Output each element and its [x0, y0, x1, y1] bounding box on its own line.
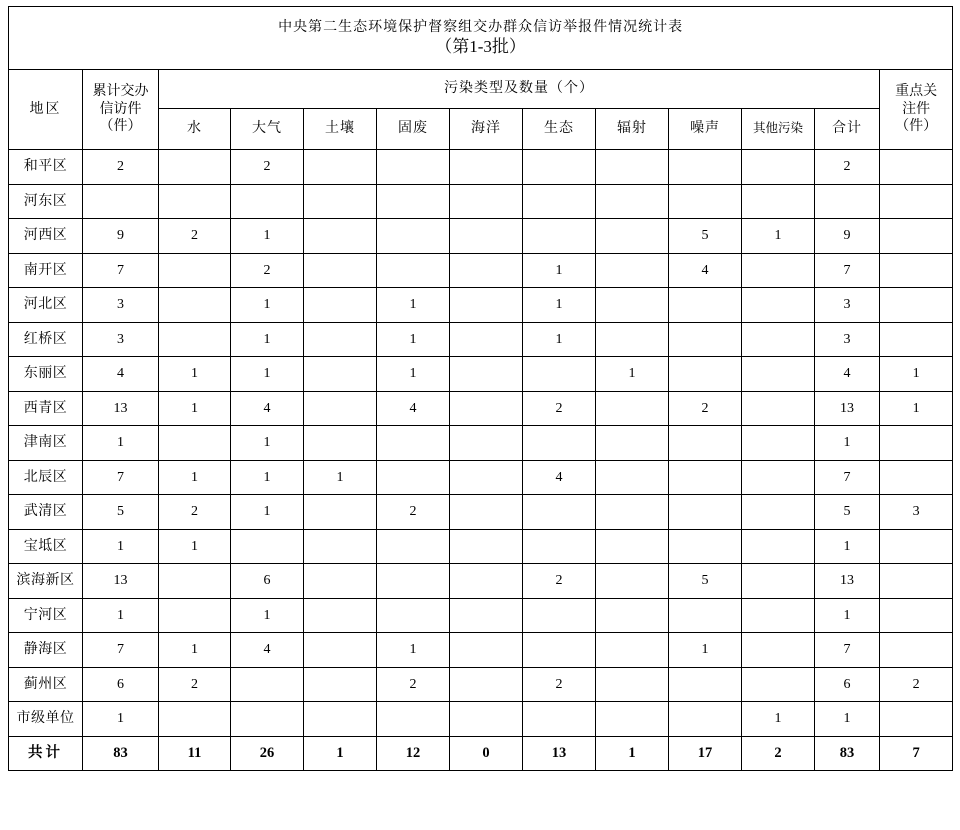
row-region: 滨海新区: [9, 564, 83, 599]
cell-ocean: [450, 598, 523, 633]
cell-other: 1: [742, 219, 815, 254]
cell-ocean: [450, 322, 523, 357]
table-row: [9, 598, 953, 633]
cell-key-attention: [880, 322, 953, 357]
header-type-soil: 土壤: [304, 109, 377, 150]
row-total: 3: [83, 322, 159, 357]
cell-radiation: [596, 391, 669, 426]
row-region: 市级单位: [9, 702, 83, 737]
cell-subtotal: 9: [815, 219, 880, 254]
total-cell-noise: 17: [669, 736, 742, 771]
cell-radiation: [596, 564, 669, 599]
cell-radiation: [596, 495, 669, 530]
header-total-visits-line-1: 累计交办: [92, 84, 149, 100]
cell-other: [742, 357, 815, 392]
total-cell-water: 11: [159, 736, 231, 771]
cell-subtotal: 3: [815, 322, 880, 357]
cell-subtotal: 7: [815, 253, 880, 288]
cell-noise: [669, 426, 742, 461]
header-type-ecology: 生态: [523, 109, 596, 150]
cell-noise: [669, 702, 742, 737]
cell-air: 2: [231, 253, 304, 288]
cell-water: [159, 184, 231, 219]
row-region: 静海区: [9, 633, 83, 668]
cell-other: [742, 150, 815, 185]
cell-soil: [304, 598, 377, 633]
cell-ecology: 1: [523, 253, 596, 288]
cell-water: [159, 426, 231, 461]
cell-soil: [304, 357, 377, 392]
cell-water: [159, 564, 231, 599]
header-total-visits-line-3: （件）: [99, 119, 142, 135]
cell-air: 4: [231, 391, 304, 426]
cell-key-attention: [880, 529, 953, 564]
row-region: 宁河区: [9, 598, 83, 633]
cell-air: 1: [231, 426, 304, 461]
cell-ecology: [523, 357, 596, 392]
row-region: 和平区: [9, 150, 83, 185]
header-key-attention-line-3: （件）: [895, 119, 938, 135]
cell-radiation: [596, 219, 669, 254]
cell-water: 1: [159, 529, 231, 564]
cell-water: [159, 288, 231, 323]
cell-key-attention: 2: [880, 667, 953, 702]
cell-subtotal: 13: [815, 564, 880, 599]
cell-air: [231, 667, 304, 702]
cell-ecology: 1: [523, 322, 596, 357]
cell-key-attention: [880, 426, 953, 461]
cell-key-attention: 3: [880, 495, 953, 530]
total-row-total: 83: [83, 736, 159, 771]
cell-other: [742, 495, 815, 530]
document-title: [9, 7, 953, 70]
cell-ocean: [450, 633, 523, 668]
cell-radiation: [596, 667, 669, 702]
table-row: [9, 184, 953, 219]
cell-other: 1: [742, 702, 815, 737]
cell-noise: 5: [669, 219, 742, 254]
title-row: [9, 7, 953, 70]
row-total: 6: [83, 667, 159, 702]
cell-soil: 1: [304, 460, 377, 495]
cell-key-attention: [880, 633, 953, 668]
cell-other: [742, 633, 815, 668]
cell-solid-waste: [377, 150, 450, 185]
total-cell-radiation: 1: [596, 736, 669, 771]
cell-noise: [669, 357, 742, 392]
cell-ocean: [450, 219, 523, 254]
cell-water: 1: [159, 357, 231, 392]
cell-soil: [304, 633, 377, 668]
cell-air: 4: [231, 633, 304, 668]
cell-noise: 5: [669, 564, 742, 599]
cell-soil: [304, 529, 377, 564]
cell-water: 2: [159, 667, 231, 702]
row-total: 3: [83, 288, 159, 323]
cell-radiation: 1: [596, 357, 669, 392]
row-total: 13: [83, 564, 159, 599]
cell-radiation: [596, 150, 669, 185]
cell-soil: [304, 253, 377, 288]
cell-solid-waste: [377, 253, 450, 288]
cell-noise: [669, 322, 742, 357]
cell-radiation: [596, 322, 669, 357]
cell-key-attention: [880, 219, 953, 254]
table-row: [9, 667, 953, 702]
table-row: [9, 564, 953, 599]
total-cell-air: 26: [231, 736, 304, 771]
cell-ecology: [523, 495, 596, 530]
total-cell-ocean: 0: [450, 736, 523, 771]
table-row: [9, 702, 953, 737]
cell-water: [159, 150, 231, 185]
cell-ocean: [450, 495, 523, 530]
cell-key-attention: [880, 150, 953, 185]
cell-key-attention: 1: [880, 357, 953, 392]
cell-solid-waste: [377, 598, 450, 633]
cell-ecology: [523, 219, 596, 254]
header-type-other: 其他污染: [742, 109, 815, 150]
total-cell-soil: 1: [304, 736, 377, 771]
cell-other: [742, 426, 815, 461]
table-row: [9, 633, 953, 668]
cell-ecology: [523, 150, 596, 185]
header-type-noise: 噪声: [669, 109, 742, 150]
cell-ecology: 2: [523, 667, 596, 702]
cell-water: 1: [159, 391, 231, 426]
cell-subtotal: 6: [815, 667, 880, 702]
cell-other: [742, 322, 815, 357]
cell-air: 1: [231, 219, 304, 254]
cell-water: 1: [159, 460, 231, 495]
cell-subtotal: 7: [815, 460, 880, 495]
cell-water: 2: [159, 219, 231, 254]
cell-ecology: 4: [523, 460, 596, 495]
cell-other: [742, 667, 815, 702]
statistics-table: [8, 6, 953, 771]
cell-other: [742, 184, 815, 219]
cell-water: [159, 322, 231, 357]
cell-subtotal: 2: [815, 150, 880, 185]
cell-subtotal: 7: [815, 633, 880, 668]
cell-ecology: [523, 529, 596, 564]
cell-noise: [669, 529, 742, 564]
header-key-attention-line-2: 注件: [902, 101, 931, 117]
header-pollution-group: 污染类型及数量（个）: [159, 70, 880, 109]
cell-ocean: [450, 288, 523, 323]
cell-solid-waste: 1: [377, 322, 450, 357]
header-type-subtotal: 合计: [815, 109, 880, 150]
cell-subtotal: 1: [815, 426, 880, 461]
total-cell-subtotal: 83: [815, 736, 880, 771]
cell-soil: [304, 219, 377, 254]
cell-soil: [304, 288, 377, 323]
row-region: 宝坻区: [9, 529, 83, 564]
cell-subtotal: 1: [815, 529, 880, 564]
row-total: 1: [83, 529, 159, 564]
cell-subtotal: 3: [815, 288, 880, 323]
cell-other: [742, 564, 815, 599]
cell-soil: [304, 426, 377, 461]
cell-soil: [304, 667, 377, 702]
cell-air: 1: [231, 495, 304, 530]
cell-key-attention: [880, 460, 953, 495]
row-region: 北辰区: [9, 460, 83, 495]
cell-air: [231, 184, 304, 219]
cell-radiation: [596, 253, 669, 288]
cell-key-attention: [880, 253, 953, 288]
row-total: 1: [83, 598, 159, 633]
cell-noise: 1: [669, 633, 742, 668]
cell-other: [742, 460, 815, 495]
table-row: [9, 426, 953, 461]
cell-noise: 4: [669, 253, 742, 288]
header-key-attention: [880, 70, 953, 150]
cell-solid-waste: 1: [377, 357, 450, 392]
cell-air: [231, 702, 304, 737]
cell-noise: [669, 288, 742, 323]
cell-solid-waste: [377, 702, 450, 737]
cell-key-attention: [880, 288, 953, 323]
total-row-label: 共计: [9, 736, 83, 771]
row-total: 7: [83, 633, 159, 668]
cell-solid-waste: 1: [377, 288, 450, 323]
cell-radiation: [596, 598, 669, 633]
row-region: 河北区: [9, 288, 83, 323]
table-row: [9, 529, 953, 564]
header-type-radiation: 辐射: [596, 109, 669, 150]
cell-key-attention: [880, 564, 953, 599]
cell-ecology: 2: [523, 391, 596, 426]
row-total: [83, 184, 159, 219]
row-region: 武清区: [9, 495, 83, 530]
header-total-visits: [83, 70, 159, 150]
row-total: 13: [83, 391, 159, 426]
cell-ocean: [450, 184, 523, 219]
row-total: 7: [83, 253, 159, 288]
cell-key-attention: [880, 702, 953, 737]
cell-soil: [304, 564, 377, 599]
table-header: [9, 7, 953, 150]
header-type-ocean: 海洋: [450, 109, 523, 150]
header-key-attention-line-1: 重点关: [895, 84, 938, 100]
cell-radiation: [596, 288, 669, 323]
cell-other: [742, 391, 815, 426]
table-row: [9, 253, 953, 288]
cell-ecology: [523, 184, 596, 219]
row-total: 9: [83, 219, 159, 254]
cell-air: 6: [231, 564, 304, 599]
table-row: [9, 322, 953, 357]
cell-ocean: [450, 564, 523, 599]
cell-water: 1: [159, 633, 231, 668]
cell-water: [159, 598, 231, 633]
row-region: 河西区: [9, 219, 83, 254]
cell-solid-waste: 4: [377, 391, 450, 426]
row-total: 5: [83, 495, 159, 530]
cell-radiation: [596, 633, 669, 668]
cell-ecology: [523, 702, 596, 737]
table-total-row: [9, 736, 953, 771]
row-total: 4: [83, 357, 159, 392]
cell-soil: [304, 495, 377, 530]
cell-other: [742, 253, 815, 288]
cell-ocean: [450, 460, 523, 495]
cell-radiation: [596, 529, 669, 564]
cell-radiation: [596, 460, 669, 495]
cell-key-attention: 1: [880, 391, 953, 426]
row-region: 东丽区: [9, 357, 83, 392]
header-region: 地区: [9, 70, 83, 150]
row-total: 7: [83, 460, 159, 495]
table-body: [9, 150, 953, 771]
cell-key-attention: [880, 598, 953, 633]
row-region: 河东区: [9, 184, 83, 219]
cell-soil: [304, 391, 377, 426]
total-cell-other: 2: [742, 736, 815, 771]
cell-solid-waste: [377, 529, 450, 564]
cell-soil: [304, 184, 377, 219]
header-row-1: [9, 70, 953, 109]
cell-ecology: [523, 426, 596, 461]
table-row: [9, 288, 953, 323]
cell-key-attention: [880, 184, 953, 219]
cell-solid-waste: 2: [377, 495, 450, 530]
cell-water: [159, 253, 231, 288]
cell-subtotal: 1: [815, 702, 880, 737]
cell-air: 1: [231, 460, 304, 495]
cell-noise: [669, 598, 742, 633]
cell-solid-waste: [377, 426, 450, 461]
row-total: 1: [83, 426, 159, 461]
cell-other: [742, 598, 815, 633]
row-region: 津南区: [9, 426, 83, 461]
total-cell-key-attention: 7: [880, 736, 953, 771]
cell-ocean: [450, 253, 523, 288]
header-type-air: 大气: [231, 109, 304, 150]
cell-soil: [304, 322, 377, 357]
cell-ecology: 2: [523, 564, 596, 599]
row-region: 蓟州区: [9, 667, 83, 702]
cell-solid-waste: 2: [377, 667, 450, 702]
cell-noise: [669, 460, 742, 495]
table-row: [9, 460, 953, 495]
cell-solid-waste: [377, 184, 450, 219]
total-cell-ecology: 13: [523, 736, 596, 771]
cell-ecology: [523, 633, 596, 668]
total-cell-solid-waste: 12: [377, 736, 450, 771]
cell-other: [742, 288, 815, 323]
table-row: [9, 391, 953, 426]
cell-subtotal: 5: [815, 495, 880, 530]
title-main-text: 中央第二生态环境保护督察组交办群众信访举报件情况统计表: [278, 19, 684, 35]
header-total-visits-line-2: 信访件: [99, 101, 142, 117]
cell-noise: [669, 184, 742, 219]
cell-subtotal: [815, 184, 880, 219]
cell-ocean: [450, 667, 523, 702]
cell-water: [159, 702, 231, 737]
cell-air: 1: [231, 322, 304, 357]
row-region: 南开区: [9, 253, 83, 288]
cell-ocean: [450, 529, 523, 564]
header-type-water: 水: [159, 109, 231, 150]
cell-air: [231, 529, 304, 564]
row-total: 2: [83, 150, 159, 185]
cell-ecology: [523, 598, 596, 633]
cell-solid-waste: [377, 460, 450, 495]
cell-air: 2: [231, 150, 304, 185]
cell-noise: 2: [669, 391, 742, 426]
cell-ocean: [450, 702, 523, 737]
cell-air: 1: [231, 357, 304, 392]
cell-soil: [304, 150, 377, 185]
title-sub-text: （第1-3批）: [435, 37, 526, 57]
cell-noise: [669, 495, 742, 530]
cell-radiation: [596, 184, 669, 219]
cell-ocean: [450, 357, 523, 392]
cell-noise: [669, 150, 742, 185]
cell-solid-waste: [377, 219, 450, 254]
cell-water: 2: [159, 495, 231, 530]
cell-air: 1: [231, 598, 304, 633]
table-row: [9, 219, 953, 254]
cell-solid-waste: 1: [377, 633, 450, 668]
cell-soil: [304, 702, 377, 737]
table-row: [9, 150, 953, 185]
header-type-solid-waste: 固废: [377, 109, 450, 150]
cell-ocean: [450, 150, 523, 185]
cell-other: [742, 529, 815, 564]
cell-subtotal: 4: [815, 357, 880, 392]
cell-noise: [669, 667, 742, 702]
cell-radiation: [596, 426, 669, 461]
cell-radiation: [596, 702, 669, 737]
cell-subtotal: 1: [815, 598, 880, 633]
row-region: 红桥区: [9, 322, 83, 357]
cell-subtotal: 13: [815, 391, 880, 426]
row-total: 1: [83, 702, 159, 737]
table-row: [9, 357, 953, 392]
cell-solid-waste: [377, 564, 450, 599]
cell-ocean: [450, 426, 523, 461]
table-row: [9, 495, 953, 530]
cell-ecology: 1: [523, 288, 596, 323]
row-region: 西青区: [9, 391, 83, 426]
cell-air: 1: [231, 288, 304, 323]
cell-ocean: [450, 391, 523, 426]
